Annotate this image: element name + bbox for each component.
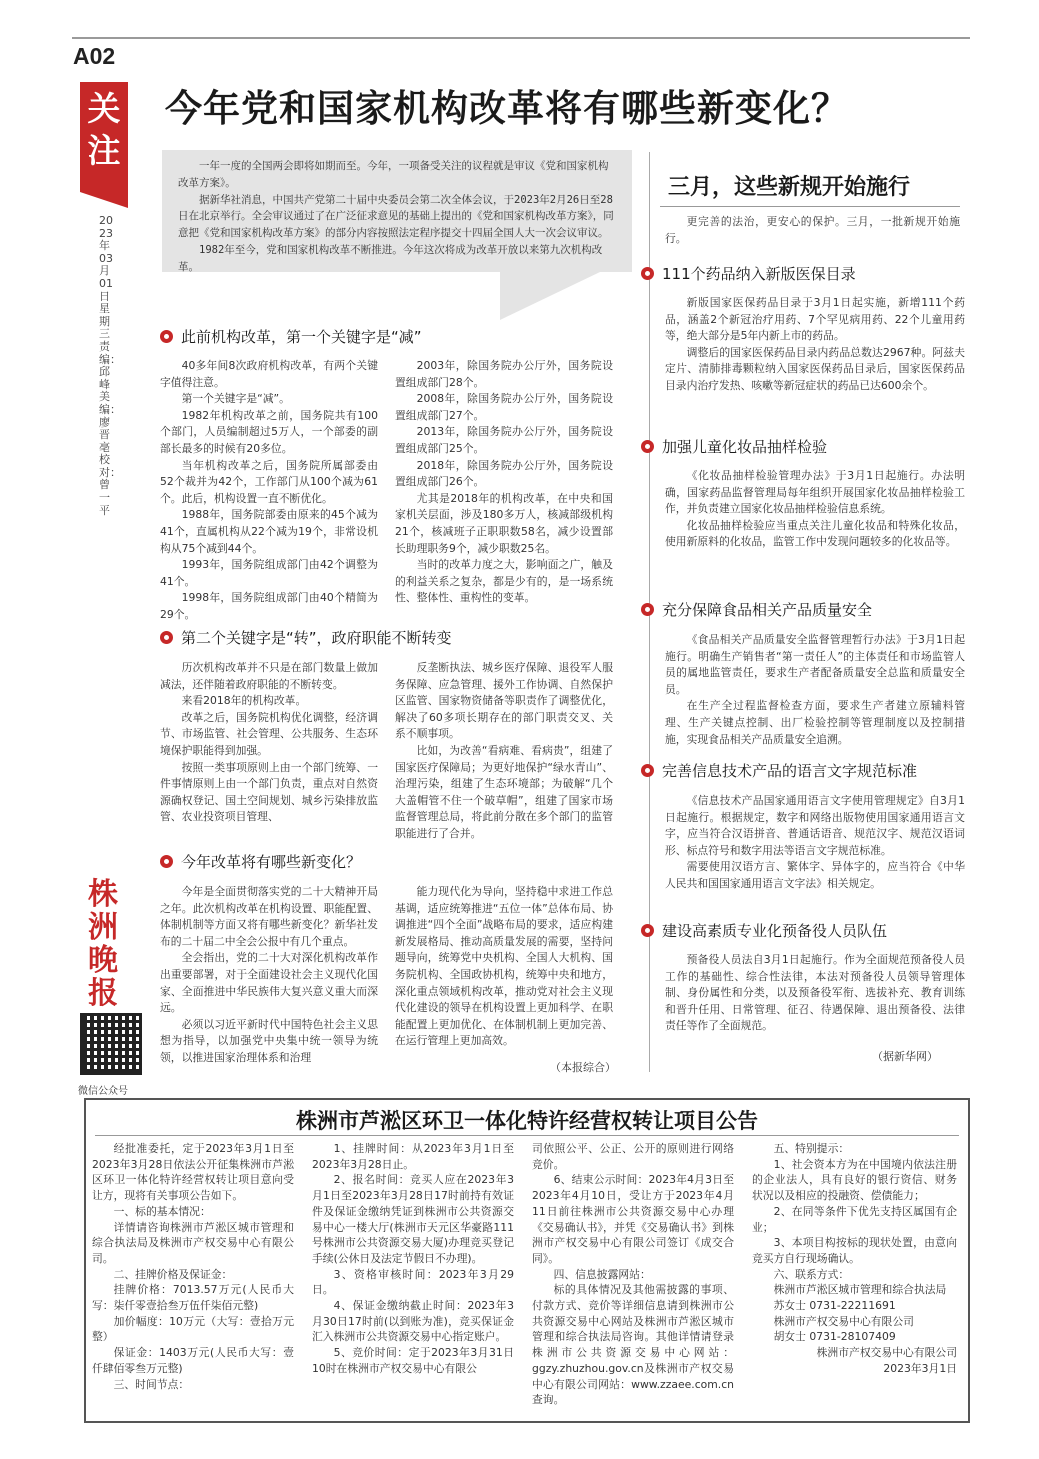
paragraph: 当时的改革力度之大，影响面之广，触及的利益关系之复杂，都是少有的，是一场系统性、整体性、重构性的变革。	[395, 558, 613, 605]
section-heading	[160, 326, 422, 347]
paragraph: 五、特别提示：	[773, 1142, 850, 1155]
paragraph: 按照一类事项原则上由一个部门统筹、一件事情原则上由一个部门负责，重点对自然资源确权登记、国土空间规划、城乡污染排放监管、农业投资项目管理、	[160, 760, 378, 824]
sidebar-item-body	[665, 952, 965, 1035]
paragraph: 三、时间节点：	[113, 1377, 190, 1391]
paragraph: 二、挂牌价格及保证金：	[113, 1267, 233, 1281]
sidebar-item-body	[665, 468, 965, 551]
section3-column-1	[160, 884, 378, 1067]
paragraph: 比如，为改善“看病难、看病贵”，组建了国家医疗保障局；为更好地保护“绿水青山”、治理污染，组建了生态环境部；为破解“几个大盖帽管不住一个破草帽”，组建了国家市场监督管理总局，将此前分散在多个部门的监管职能进行了合并。	[395, 743, 613, 840]
paragraph: 改革之后，国务院机构优化调整，经济调节、市场监管、社会管理、公共服务、生态环境保护职能得到加强。	[160, 710, 378, 757]
paragraph: 2018年，除国务院办公厅外，国务院设置组成部门26个。	[395, 458, 613, 489]
sidebar-lead	[665, 214, 960, 247]
paragraph: 在生产全过程监督检查方面，要求生产者建立原辅料管理、生产关键点控制、出厂检验控制等管理制度以及控制措施，实现食品相关产品质量安全追溯。	[665, 699, 965, 746]
sidebar-item-heading	[641, 599, 872, 620]
paragraph: 经批准委托，定于2023年3月1日至2023年3月28日依法公开征集株洲市芦淞区环卫一体化特许经营权转让项目意向受让方，现将有关事项公告如下。	[92, 1142, 294, 1203]
paragraph: 3、本项目构按标的现状处置，由意向竞买方自行现场确认。	[752, 1236, 957, 1265]
sidebar-item-title: 建设高素质专业化预备役人员队伍	[662, 922, 888, 940]
bullet-icon	[160, 330, 173, 343]
paragraph: 2、在同等条件下优先支持区属国有企业；	[752, 1204, 957, 1234]
qr-code-icon[interactable]	[80, 1013, 142, 1075]
paragraph: 2、报名时间：竞买人应在2023年3月1日至2023年3月28日17时前持有效证件及保证金缴纳凭证到株洲市公共资源交易中心一楼大厅(株洲市天元区华豪路111号株洲市公共资源交易大厦)办理竞买登记手续(公休日及法定节假日不办理)。	[312, 1173, 514, 1265]
section-heading	[160, 627, 452, 648]
announcement-column-2	[312, 1141, 514, 1377]
paragraph: 来看2018年的机构改革。	[181, 694, 307, 708]
intro-callout-pointer	[500, 272, 600, 320]
paragraph: 司依照公平、公正、公开的原则进行网络竞价。	[532, 1142, 734, 1171]
paragraph: 2013年，除国务院办公厅外，国务院设置组成部门25个。	[395, 425, 613, 455]
paragraph: 详情请咨询株洲市芦淞区城市管理和综合执法局及株洲市产权交易中心有限公司。	[92, 1220, 294, 1265]
sidebar-item-heading	[641, 436, 827, 457]
page-number: A02	[73, 43, 116, 69]
paragraph: 预备役人员法自3月1日起施行。作为全面规范预备役人员工作的基础性、综合性法律，本法对预备役人员领导管理体制、身份属性和分类，以及预备役军衔、选拔补充、教育训练和晋升任用、日常管理、征召、待遇保障、退出预备役、法律责任等作了全面规范。	[665, 953, 965, 1033]
section-tag-label: 关注	[87, 89, 121, 170]
dateline: 2023年03月01日 星期三 责编：邱峰 美编：廖晋亳 校对：曾一平	[99, 214, 121, 517]
section2-column-1	[160, 660, 378, 826]
bullet-icon	[160, 855, 173, 868]
paragraph: 1982年机构改革之前，国务院共有100个部门，人员编制超过5万人，一个部委的副部长最多的时候有20多位。	[160, 408, 378, 455]
intro-paragraph: 据新华社消息，中国共产党第二十届中央委员会第二次全体会议，于2023年2月26日至28日在北京举行。全会审议通过了在广泛征求意见的基础上提出的《党和国家机构改革方案》，同意把《党和国家机构改革方案》的部分内容按照法定程序提交十四届全国人大一次会议审议。	[178, 193, 614, 240]
paragraph: 六、联系方式：	[773, 1267, 850, 1281]
paragraph: 需要使用汉语方言、繁体字、异体字的，应当符合《中华人民共和国国家通用语言文字法》相关规定。	[665, 860, 965, 890]
section-tag-corner	[80, 192, 128, 208]
section-title: 此前机构改革，第一个关键字是“减”	[181, 328, 422, 346]
paragraph: 1998年，国务院组成部门由40个精简为29个。	[160, 591, 378, 621]
paragraph: 一、标的基本情况：	[113, 1204, 211, 1218]
section2-column-2	[395, 660, 613, 843]
section1-column-1	[160, 358, 378, 624]
announcement-rule	[95, 1135, 959, 1136]
paragraph: 株洲市芦淞区城市管理和综合执法局	[773, 1283, 947, 1297]
paragraph: 1、社会资本方为在中国境内依法注册的企业法人，具有良好的银行资信、财务状况以及相应的投融资、偿债能力；	[752, 1157, 957, 1203]
paragraph: 更完善的法治，更安心的保护。三月，一批新规开始施行。	[665, 215, 960, 245]
paragraph: 加价幅度：10万元（大写：壹拾万元整）	[92, 1314, 294, 1344]
bullet-icon	[641, 603, 654, 616]
headline: 今年党和国家机构改革将有哪些新变化？	[165, 87, 849, 130]
contact-line: 胡女士 0731-28107409	[773, 1330, 896, 1344]
intro-paragraph: 一年一度的全国两会即将如期而至。今年，一项备受关注的议程就是审议《党和国家机构改革方案》。	[178, 160, 609, 189]
sidebar-item-title: 完善信息技术产品的语言文字规范标准	[662, 762, 918, 780]
paragraph: 化妆品抽样检验应当重点关注儿童化妆品和特殊化妆品，使用新原料的化妆品，监管工作中发现问题较多的化妆品等。	[665, 518, 965, 549]
bullet-icon	[160, 631, 173, 644]
paragraph: 2003年，除国务院办公厅外，国务院设置组成部门28个。	[395, 359, 613, 389]
paragraph: 四、信息披露网站：	[553, 1267, 651, 1281]
paragraph: 能力现代化为导向，坚持稳中求进工作总基调，适应统筹推进“五位一体”总体布局、协调推进“四个全面”战略布局的要求，适应构建新发展格局、推动高质量发展的需要，坚持问题导向，统筹党中央机构、全国人大机构、国务院机构、全国政协机构，统筹中央和地方，深化重点领域机构改革，推动党对社会主义现代化建设的领导在机构设置上更加科学、在职能配置上更加优化、在体制机制上更加完善、在运行管理上更加高效。	[395, 885, 613, 1048]
paragraph: 尤其是2018年的机构改革，在中央和国家机关层面，涉及180多万人，核减部级机构21个，核减班子正职职数58名，减少设置部长助理职务9个，减少职数25名。	[395, 491, 613, 555]
source-credit: （据新华网）	[872, 1050, 938, 1063]
sidebar-item-body	[665, 632, 965, 748]
sidebar-item-heading	[641, 760, 917, 781]
intro-box	[162, 150, 632, 272]
paragraph: 3、资格审核时间：2023年3月29日。	[312, 1267, 514, 1297]
sidebar-item-title: 加强儿童化妆品抽样检验	[662, 438, 828, 456]
paragraph: 新版国家医保药品目录于3月1日起实施，新增111个药品，涵盖2个新冠治疗用药、7个罕见病用药、22个儿童用药等，绝大部分是5年内新上市的药品。	[665, 296, 965, 343]
sidebar-item-heading	[641, 920, 887, 941]
sidebar-item-body	[665, 793, 965, 893]
section3-column-2	[395, 884, 613, 1050]
bullet-icon	[641, 764, 654, 777]
bullet-icon	[641, 924, 654, 937]
paragraph: 第一个关键字是“减”。	[181, 392, 290, 406]
announcement-title: 株洲市芦淞区环卫一体化特许经营权转让项目公告	[296, 1109, 758, 1133]
sidebar-item-body	[665, 295, 965, 395]
announcement-column-4	[752, 1141, 957, 1377]
signature-org: 株洲市产权交易中心有限公司	[816, 1346, 957, 1360]
announcement-column-3	[532, 1141, 734, 1408]
section-title: 第二个关键字是“转”，政府职能不断转变	[181, 629, 452, 647]
section1-column-2	[395, 358, 613, 607]
paragraph: 1988年，国务院部委由原来的45个减为41个，直属机构从22个减为19个，非常设机构从75个减到44个。	[160, 508, 378, 555]
paragraph: 保证金：1403万元(人民币大写：壹仟肆佰零叁万元整)	[92, 1346, 294, 1375]
paragraph: 《食品相关产品质量安全监督管理暂行办法》于3月1日起施行。明确生产销售者“第一责任人”的主体责任和市场监管人员的属地监管责任，要求生产者配备质量安全总监和质量安全员。	[665, 633, 965, 696]
paragraph: 4、保证金缴纳截止时间：2023年3月30日17时前(以到账为准)，竞买保证金汇入株洲市公共资源交易中心指定账户。	[312, 1299, 514, 1344]
intro-paragraph: 1982年至今，党和国家机构改革不断推进。今年这次将成为改革开放以来第九次机构改革。	[178, 243, 603, 273]
section-heading	[160, 851, 361, 872]
paragraph: 历次机构改革并不只是在部门数量上做加减法，还伴随着政府职能的不断转变。	[160, 661, 378, 691]
paragraph: 挂牌价格：7013.57万元(人民币大写：柒仟零壹拾叁万伍仟柒佰元整)	[92, 1283, 294, 1313]
paragraph: 2008年，除国务院办公厅外，国务院设置组成部门27个。	[395, 392, 613, 422]
paragraph: 全会指出，党的二十大对深化机构改革作出重要部署，对于全面建设社会主义现代化国家、全面推进中华民族伟大复兴意义重大而深远。	[160, 951, 378, 1015]
signature-date: 2023年3月1日	[883, 1361, 957, 1375]
paragraph: 当年机构改革之后，国务院所属部委由52个裁并为42个，工作部门从100个减为61个。此后，机构设置一直不断优化。	[160, 458, 378, 505]
paragraph: 《信息技术产品国家通用语言文字使用管理规定》自3月1日起施行。根据规定，数字和网络出版物使用国家通用语言文字，应当符合汉语拼音、普通话语音、规范汉字、规范汉语词形、标点符号和数字用法等语言文字规范标准。	[665, 794, 965, 857]
paragraph: 1993年，国务院组成部门由42个调整为41个。	[160, 558, 378, 588]
sidebar-rule	[660, 206, 960, 207]
announcement-column-1	[92, 1141, 294, 1392]
section-title: 今年改革将有哪些新变化？	[181, 853, 362, 871]
paragraph: 今年是全面贯彻落实党的二十大精神开局之年。此次机构改革在机构设置、职能配置、体制机制等方面又将有哪些新变化？新华社发布的二十届二中全会公报中有几个重点。	[160, 885, 378, 948]
qr-label: 微信公众号	[78, 1086, 128, 1097]
paragraph: 1、挂牌时间：从2023年3月1日至2023年3月28日止。	[312, 1142, 514, 1171]
paragraph: 《化妆品抽样检验管理办法》于3月1日起施行。办法明确，国家药品监督管理局每年组织开展国家化妆品抽样检验工作，并负责建立国家化妆品抽样检验信息系统。	[665, 469, 965, 516]
newspaper-logo: 株洲晚报	[88, 877, 118, 1011]
sidebar-item-heading	[641, 263, 856, 284]
paragraph: 标的具体情况及其他需披露的事项、付款方式、竞价等详细信息请到株洲市公共资源交易中心网站及株洲市芦淞区城市管理和综合执法局咨询。其他详情请登录株洲市公共资源交易中心网站：ggzy.zhuzhou.gov.cn及株洲市产权交易中心有限公司网站：www.zzaee.com.cn查询。	[532, 1283, 734, 1407]
paragraph: 反垄断执法、城乡医疗保障、退役军人服务保障、应急管理、援外工作协调、自然保护区监管、国家物资储备等职责作了调整优化，解决了60多项长期存在的部门职责交叉、关系不顺事项。	[395, 661, 613, 741]
paragraph: 必须以习近平新时代中国特色社会主义思想为指导，以加强党中央集中统一领导为统领，以推进国家治理体系和治理	[160, 1017, 378, 1064]
top-rule	[72, 37, 970, 39]
contact-line: 苏女士 0731-22211691	[773, 1299, 896, 1313]
bullet-icon	[641, 267, 654, 280]
source-credit: （本报综合）	[550, 1061, 616, 1074]
bullet-icon	[641, 440, 654, 453]
paragraph: 6、结束公示时间：2023年4月3日至2023年4月10日，受让方于2023年4月11日前往株洲市公共资源交易中心办理《交易确认书》，并凭《交易确认书》到株洲市产权交易中心有限公司签订《成交合同》。	[532, 1173, 734, 1265]
paragraph: 40多年间8次政府机构改革，有两个关键字值得注意。	[160, 359, 378, 389]
sidebar-item-title: 充分保障食品相关产品质量安全	[662, 601, 873, 619]
sidebar-item-title: 111个药品纳入新版医保目录	[662, 265, 856, 283]
paragraph: 调整后的国家医保药品目录内药品总数达2967种。阿兹夫定片、清肺排毒颗粒纳入国家医保药品目录后，国家医保药品目录内治疗发热、咳嗽等新冠症状的药品已达600余个。	[665, 345, 965, 392]
contact-line: 株洲市产权交易中心有限公司	[773, 1314, 914, 1328]
paragraph: 5、竞价时间：定于2023年3月31日10时在株洲市产权交易中心有限公	[312, 1346, 514, 1375]
sidebar-title: 三月，这些新规开始施行	[668, 175, 911, 200]
